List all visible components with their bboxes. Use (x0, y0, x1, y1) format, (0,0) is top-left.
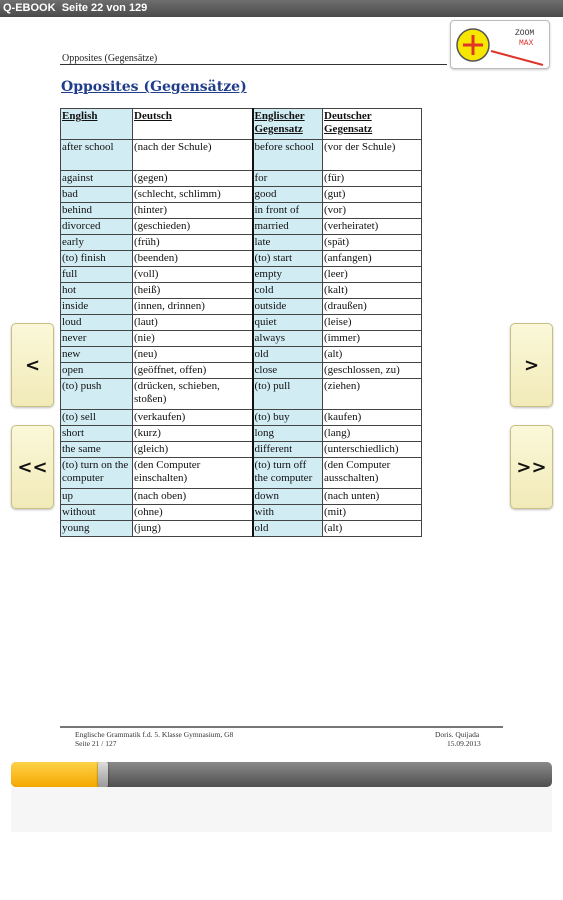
english-opposite-cell: with (253, 505, 323, 521)
deutsch-cell: (kurz) (133, 426, 253, 442)
english-cell: the same (61, 442, 133, 458)
deutsch-cell: (früh) (133, 235, 253, 251)
english-opposite-cell: late (253, 235, 323, 251)
table-body (61, 140, 422, 537)
page-title: Opposites (Gegensätze) (61, 79, 247, 95)
german-opposite-cell: (für) (323, 171, 422, 187)
english-cell: inside (61, 299, 133, 315)
next-page-button[interactable] (510, 323, 553, 407)
deutsch-cell: (voll) (133, 267, 253, 283)
deutsch-cell: (gegen) (133, 171, 253, 187)
zoom-max-button[interactable] (450, 20, 550, 69)
page-progress-slider[interactable] (11, 762, 552, 787)
last-page-button[interactable] (510, 425, 553, 509)
deutsch-cell: (nie) (133, 331, 253, 347)
english-opposite-cell: different (253, 442, 323, 458)
table-row (61, 140, 422, 171)
english-opposite-cell: (to) pull (253, 379, 323, 410)
english-opposite-cell: before school (253, 140, 323, 171)
english-opposite-cell: good (253, 187, 323, 203)
table-row (61, 379, 422, 410)
german-opposite-cell: (kaufen) (323, 410, 422, 426)
deutsch-cell: (hinter) (133, 203, 253, 219)
english-opposite-cell: for (253, 171, 323, 187)
german-opposite-cell: (nach unten) (323, 489, 422, 505)
english-opposite-cell: (to) start (253, 251, 323, 267)
deutsch-cell: (innen, drinnen) (133, 299, 253, 315)
opposites-table (60, 108, 422, 537)
german-opposite-cell: (leise) (323, 315, 422, 331)
german-opposite-cell: (vor) (323, 203, 422, 219)
table-row (61, 315, 422, 331)
english-cell: short (61, 426, 133, 442)
zoom-max-label: MAX (519, 39, 534, 48)
german-opposite-cell: (geschlossen, zu) (323, 363, 422, 379)
deutsch-cell: (drücken, schieben, stoßen) (133, 379, 253, 410)
header-deutsch: Deutsch (133, 109, 253, 140)
table-row (61, 283, 422, 299)
german-opposite-cell: (vor der Schule) (323, 140, 422, 171)
prev-arrow-icon: < (24, 354, 41, 376)
deutsch-cell: (verkaufen) (133, 410, 253, 426)
table-row (61, 489, 422, 505)
table-row (61, 251, 422, 267)
english-opposite-cell: empty (253, 267, 323, 283)
header-german-opposite: Deutscher Gegensatz (323, 109, 422, 140)
deutsch-cell: (beenden) (133, 251, 253, 267)
english-opposite-cell: down (253, 489, 323, 505)
deutsch-cell: (geöffnet, offen) (133, 363, 253, 379)
german-opposite-cell: (alt) (323, 347, 422, 363)
table-row (61, 505, 422, 521)
table-row (61, 521, 422, 537)
table-row (61, 187, 422, 203)
english-cell: new (61, 347, 133, 363)
english-opposite-cell: old (253, 347, 323, 363)
last-arrow-icon: >> (516, 456, 547, 478)
footer-date: 15.09.2013 (447, 739, 481, 748)
english-cell: divorced (61, 219, 133, 235)
german-opposite-cell: (alt) (323, 521, 422, 537)
next-arrow-icon: > (523, 354, 540, 376)
english-opposite-cell: outside (253, 299, 323, 315)
footer-rule (60, 726, 503, 728)
previous-page-button[interactable] (11, 323, 54, 407)
german-opposite-cell: (kalt) (323, 283, 422, 299)
table-header-row (61, 109, 422, 140)
zoom-label: ZOOM (515, 29, 535, 38)
deutsch-cell: (ohne) (133, 505, 253, 521)
english-opposite-cell: always (253, 331, 323, 347)
footer-page-number: Seite 21 / 127 (75, 739, 117, 748)
progress-fill (11, 762, 103, 787)
table-row (61, 363, 422, 379)
table-row (61, 426, 422, 442)
english-cell: after school (61, 140, 133, 171)
page-indicator: Seite 22 von 129 (61, 2, 148, 14)
german-opposite-cell: (ziehen) (323, 379, 422, 410)
english-cell: (to) turn on the computer (61, 458, 133, 489)
deutsch-cell: (jung) (133, 521, 253, 537)
german-opposite-cell: (gut) (323, 187, 422, 203)
title-bar (0, 0, 563, 17)
table-row (61, 331, 422, 347)
english-opposite-cell: old (253, 521, 323, 537)
english-cell: loud (61, 315, 133, 331)
english-opposite-cell: in front of (253, 203, 323, 219)
english-cell: (to) sell (61, 410, 133, 426)
german-opposite-cell: (immer) (323, 331, 422, 347)
deutsch-cell: (gleich) (133, 442, 253, 458)
german-opposite-cell: (unterschiedlich) (323, 442, 422, 458)
table-row (61, 410, 422, 426)
english-cell: (to) finish (61, 251, 133, 267)
english-cell: behind (61, 203, 133, 219)
table-row (61, 442, 422, 458)
deutsch-cell: (heiß) (133, 283, 253, 299)
table-row (61, 347, 422, 363)
english-cell: up (61, 489, 133, 505)
german-opposite-cell: (draußen) (323, 299, 422, 315)
running-head: Opposites (Gegensätze) (62, 53, 158, 64)
deutsch-cell: (nach der Schule) (133, 140, 253, 171)
german-opposite-cell: (spät) (323, 235, 422, 251)
german-opposite-cell: (lang) (323, 426, 422, 442)
english-cell: early (61, 235, 133, 251)
table-row (61, 235, 422, 251)
german-opposite-cell: (anfangen) (323, 251, 422, 267)
table-row (61, 458, 422, 489)
english-opposite-cell: (to) turn off the computer (253, 458, 323, 489)
english-opposite-cell: married (253, 219, 323, 235)
deutsch-cell: (laut) (133, 315, 253, 331)
bottom-band (11, 787, 552, 832)
english-opposite-cell: close (253, 363, 323, 379)
app-title: Q-EBOOK (3, 2, 56, 14)
english-cell: without (61, 505, 133, 521)
table-row (61, 267, 422, 283)
english-opposite-cell: cold (253, 283, 323, 299)
english-opposite-cell: (to) buy (253, 410, 323, 426)
header-english: English (61, 109, 133, 140)
english-cell: against (61, 171, 133, 187)
table-row (61, 219, 422, 235)
table-row (61, 203, 422, 219)
footer-author: Doris. Quijada (435, 730, 480, 739)
first-page-button[interactable] (11, 425, 54, 509)
table-row (61, 171, 422, 187)
german-opposite-cell: (den Computer ausschalten) (323, 458, 422, 489)
english-cell: full (61, 267, 133, 283)
english-cell: open (61, 363, 133, 379)
english-cell: never (61, 331, 133, 347)
header-rule (60, 64, 447, 65)
header-english-opposite: Englischer Gegensatz (253, 109, 323, 140)
english-cell: bad (61, 187, 133, 203)
footer-book-title: Englische Grammatik f.d. 5. Klasse Gymnasium, G8 (75, 730, 234, 739)
english-cell: hot (61, 283, 133, 299)
english-cell: young (61, 521, 133, 537)
english-cell: (to) push (61, 379, 133, 410)
deutsch-cell: (neu) (133, 347, 253, 363)
english-opposite-cell: long (253, 426, 323, 442)
german-opposite-cell: (verheiratet) (323, 219, 422, 235)
german-opposite-cell: (mit) (323, 505, 422, 521)
german-opposite-cell: (leer) (323, 267, 422, 283)
slider-handle[interactable] (98, 762, 108, 787)
zoom-plus-icon (451, 21, 551, 70)
english-opposite-cell: quiet (253, 315, 323, 331)
first-arrow-icon: << (17, 456, 48, 478)
deutsch-cell: (schlecht, schlimm) (133, 187, 253, 203)
deutsch-cell: (den Computer einschalten) (133, 458, 253, 489)
deutsch-cell: (geschieden) (133, 219, 253, 235)
table-row (61, 299, 422, 315)
deutsch-cell: (nach oben) (133, 489, 253, 505)
